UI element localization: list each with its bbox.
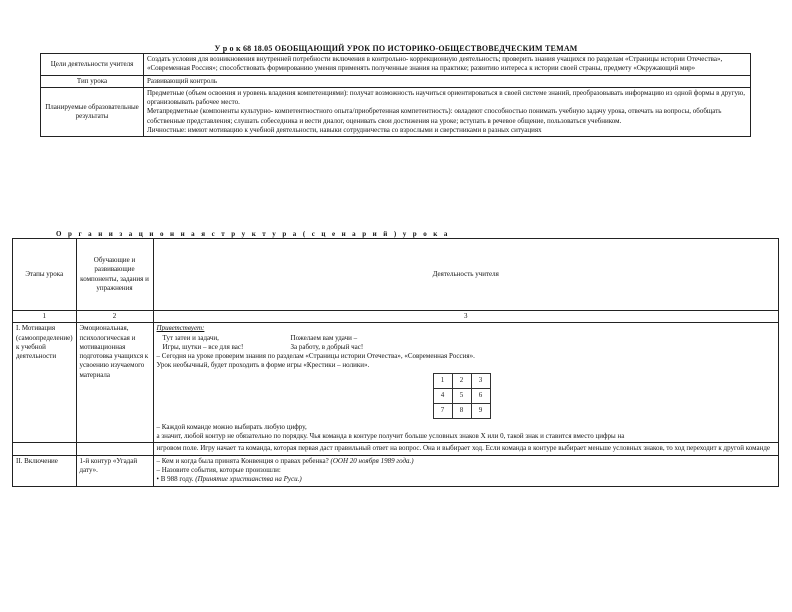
structure-subtitle: О р г а н и з а ц и о н н а я с т р у к т у р а ( с ц е н а р и й ) у р о к а xyxy=(56,230,450,238)
stage-inclusion: II. Включение xyxy=(13,455,77,486)
results-subject: Предметные (объем освоения и уровень владения компетенциями): получат возможность научиться ориентироваться в своей системе знаний, преобразовывать информацию из одной формы в другую, организовывать рабочее место. xyxy=(147,88,745,107)
grid-cell: 9 xyxy=(471,403,490,418)
grid-cell: 2 xyxy=(452,373,471,388)
grid-row xyxy=(433,403,490,418)
type-text: Развивающий контроль xyxy=(144,75,751,87)
header-teacher-activity: Деятельность учителя xyxy=(153,239,778,311)
paragraph: Урок необычный, будет проходить в форме игры «Крестики – нолики». xyxy=(156,361,370,370)
component-inclusion: 1-й контур «Угадай дату». xyxy=(76,455,153,486)
component-motivation: Эмоциональная, психологическая и мотивационная подготовка учащихся к усвоению изучаемого материала xyxy=(76,323,153,443)
game-rules-continued: игровом поле. Игру начает та команда, которая первая даст правильный ответ на вопрос. Она и выбирает ход. Если команда в контуре выбирает меньше условных знаков, то ход переходит к другой команде xyxy=(153,443,778,455)
grid-cell: 6 xyxy=(471,388,490,403)
paragraph: – Сегодня на уроке проверим знания по разделам «Страницы истории Отечества», «Современная Россия». xyxy=(156,352,475,361)
table-row xyxy=(41,75,751,87)
activity-inclusion xyxy=(153,455,778,486)
grid-cell: 4 xyxy=(433,388,452,403)
table-row xyxy=(13,239,779,311)
table-row xyxy=(13,323,779,443)
col-number-1: 1 xyxy=(13,311,77,323)
table-row xyxy=(41,87,751,136)
table-row xyxy=(13,455,779,486)
results-meta: Метапредметные (компоненты культурно- компетентностного опыта/приобретенная компетентность): овладеют способностью понимать учебную задачу урока, отвечать на вопросы, обобщать собственные представления; слушать собеседника и вести диалог, оценивать свои достижения на уроке; вступать в речевое общение, пользоваться учебником. xyxy=(147,107,722,125)
col-number-2: 2 xyxy=(76,311,153,323)
structure-table xyxy=(12,238,779,487)
table-row xyxy=(13,443,779,455)
type-label: Тип урока xyxy=(41,75,144,87)
lesson-info-table xyxy=(40,53,751,137)
stage-motivation: I. Мотивация (самоопределение) к учебной деятельности xyxy=(13,323,77,443)
question: – Назовите события, которые произошли: xyxy=(156,465,281,474)
greeting: Приветствует: xyxy=(156,324,205,333)
poem-line: Тут затеи и задачи, Пожелаем вам удачи – xyxy=(162,333,358,342)
question: • В 988 году. (Принятие христианства на Руси.) xyxy=(156,475,302,484)
table-row xyxy=(41,54,751,76)
grid-cell: 8 xyxy=(452,403,471,418)
grid-row xyxy=(433,388,490,403)
question: – Кем и когда была принята Конвенция о правах ребенка? (ООН 20 ноября 1989 года.) xyxy=(156,456,414,465)
grid-cell: 7 xyxy=(433,403,452,418)
goal-text: Создать условия для возникновения внутренней потребности включения в контрольно- коррекционную деятельность; проверить знания учащихся по разделам «Страницы истории Отечества», «Современная Россия»; способствовать формированию умения применять полученные знания на практике; развитию интереса к истории своей страны, предмету «Окружающий мир» xyxy=(144,54,751,76)
paragraph: – Каждой команде можно выбирать любую цифру, xyxy=(156,422,307,431)
paragraph: а значит, любой контур не обязательно по порядку. Чья команда в контуре получит больше условных знаков Х или 0, такой знак и ставится вместо цифры на xyxy=(156,432,625,441)
results-label: Планируемые образовательные результаты xyxy=(41,87,144,136)
poem-line: Игры, шутки – все для вас! За работу, в добрый час! xyxy=(162,342,364,351)
goal-label: Цели деятельности учителя xyxy=(41,54,144,76)
results-cell xyxy=(144,87,751,136)
results-personal: Личностные: имеют мотивацию к учебной деятельности, навыки сотрудничества со взрослыми и сверстниками в разных ситуациях xyxy=(147,126,542,135)
col-number-3: 3 xyxy=(153,311,778,323)
activity-motivation xyxy=(153,323,778,443)
grid-cell: 1 xyxy=(433,373,452,388)
header-components: Обучающие и развивающие компоненты, задания и упражнения xyxy=(76,239,153,311)
grid-cell: 5 xyxy=(452,388,471,403)
page-title: У р о к 68 18.05 ОБОБЩАЮЩИЙ УРОК ПО ИСТОРИКО-ОБЩЕСТВОВЕДЧЕСКИМ ТЕМАМ xyxy=(214,44,578,53)
table-row xyxy=(13,311,779,323)
grid-cell: 3 xyxy=(471,373,490,388)
header-stages: Этапы урока xyxy=(13,239,77,311)
game-grid xyxy=(433,373,491,419)
grid-row xyxy=(433,373,490,388)
